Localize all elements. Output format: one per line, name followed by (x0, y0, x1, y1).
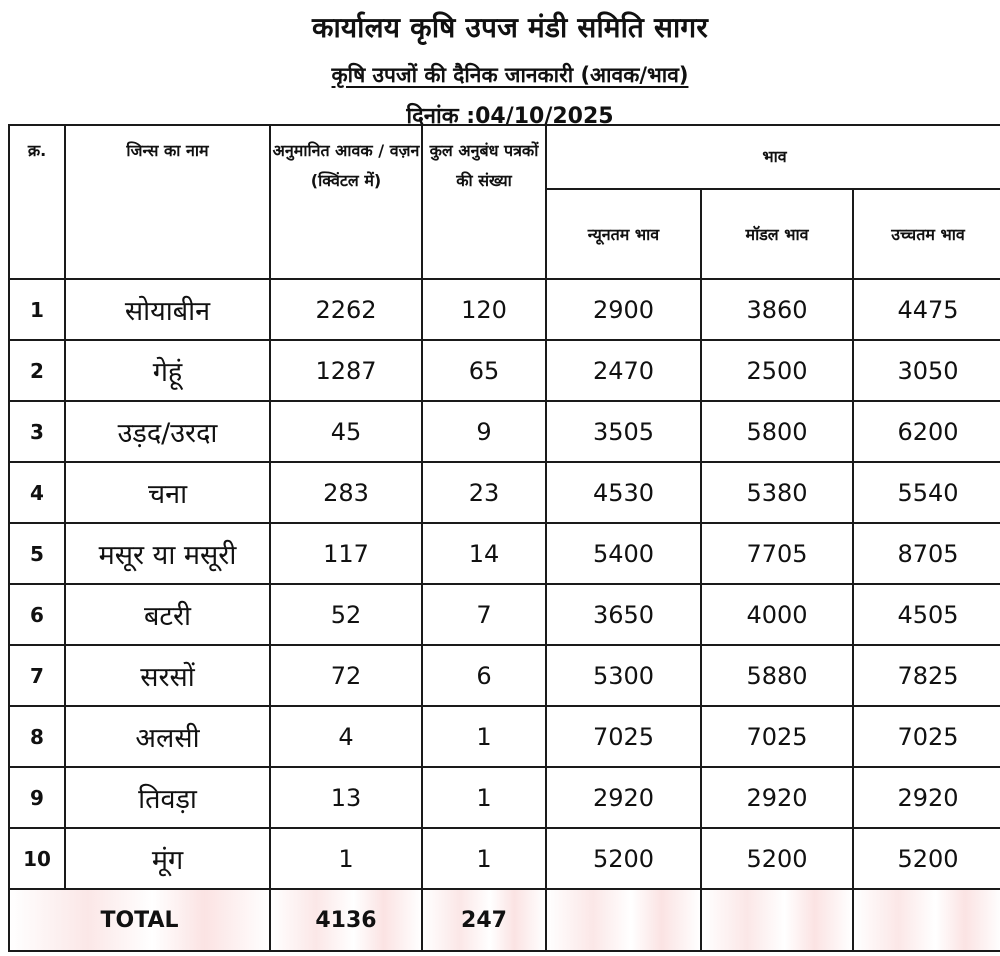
row-max-rate: 4505 (853, 584, 1000, 645)
row-sno: 5 (9, 523, 65, 584)
row-min-rate: 2900 (546, 279, 701, 340)
header-bhav: भाव (546, 125, 1000, 189)
row-commodity: सोयाबीन (65, 279, 270, 340)
row-commodity: सरसों (65, 645, 270, 706)
row-modal-rate: 5880 (701, 645, 853, 706)
row-min-rate: 4530 (546, 462, 701, 523)
header-min-rate: न्यूनतम भाव (546, 189, 701, 279)
row-contracts: 9 (422, 401, 546, 462)
row-max-rate: 3050 (853, 340, 1000, 401)
row-min-rate: 2470 (546, 340, 701, 401)
row-modal-rate: 7025 (701, 706, 853, 767)
row-commodity: गेहूं (65, 340, 270, 401)
total-contracts: 247 (422, 889, 546, 951)
header-commodity: जिन्स का नाम (65, 125, 270, 279)
row-contracts: 120 (422, 279, 546, 340)
row-sno: 6 (9, 584, 65, 645)
row-sno: 3 (9, 401, 65, 462)
total-label: TOTAL (9, 889, 270, 951)
row-commodity: अलसी (65, 706, 270, 767)
row-arrival: 1 (270, 828, 422, 889)
row-commodity: उड़द/उरदा (65, 401, 270, 462)
total-modal-rate (701, 889, 853, 951)
row-modal-rate: 5800 (701, 401, 853, 462)
row-arrival: 52 (270, 584, 422, 645)
row-min-rate: 7025 (546, 706, 701, 767)
row-min-rate: 3650 (546, 584, 701, 645)
header-modal-rate: मॉडल भाव (701, 189, 853, 279)
table-row (9, 401, 1000, 462)
row-sno: 9 (9, 767, 65, 828)
row-sno: 1 (9, 279, 65, 340)
row-contracts: 7 (422, 584, 546, 645)
row-arrival: 13 (270, 767, 422, 828)
row-sno: 10 (9, 828, 65, 889)
table-row (9, 828, 1000, 889)
row-modal-rate: 2500 (701, 340, 853, 401)
table-row (9, 462, 1000, 523)
report-subtitle: कृषि उपजों की दैनिक जानकारी (आवक/भाव) (331, 63, 689, 87)
row-max-rate: 4475 (853, 279, 1000, 340)
commodity-rates-table (8, 124, 1000, 952)
total-max-rate (853, 889, 1000, 951)
row-modal-rate: 2920 (701, 767, 853, 828)
row-sno: 8 (9, 706, 65, 767)
row-arrival: 45 (270, 401, 422, 462)
row-arrival: 283 (270, 462, 422, 523)
row-contracts: 23 (422, 462, 546, 523)
row-commodity: मूंग (65, 828, 270, 889)
date-value: 04/10/2025 (475, 104, 614, 129)
row-max-rate: 2920 (853, 767, 1000, 828)
row-sno: 2 (9, 340, 65, 401)
row-contracts: 14 (422, 523, 546, 584)
row-arrival: 72 (270, 645, 422, 706)
row-contracts: 1 (422, 767, 546, 828)
row-arrival: 4 (270, 706, 422, 767)
table-row (9, 645, 1000, 706)
row-arrival: 117 (270, 523, 422, 584)
row-sno: 4 (9, 462, 65, 523)
table-row (9, 523, 1000, 584)
row-max-rate: 8705 (853, 523, 1000, 584)
row-modal-rate: 4000 (701, 584, 853, 645)
row-sno: 7 (9, 645, 65, 706)
table-row (9, 340, 1000, 401)
row-max-rate: 5540 (853, 462, 1000, 523)
row-max-rate: 7025 (853, 706, 1000, 767)
row-min-rate: 5300 (546, 645, 701, 706)
row-modal-rate: 3860 (701, 279, 853, 340)
row-min-rate: 5400 (546, 523, 701, 584)
row-contracts: 6 (422, 645, 546, 706)
table-row (9, 706, 1000, 767)
row-min-rate: 3505 (546, 401, 701, 462)
date-label: दिनांक : (406, 104, 476, 129)
row-modal-rate: 5380 (701, 462, 853, 523)
row-contracts: 1 (422, 706, 546, 767)
row-commodity: मसूर या मसूरी (65, 523, 270, 584)
row-min-rate: 5200 (546, 828, 701, 889)
row-contracts: 1 (422, 828, 546, 889)
row-max-rate: 6200 (853, 401, 1000, 462)
header-sno: क्र. (9, 125, 65, 279)
row-commodity: बटरी (65, 584, 270, 645)
total-arrival: 4136 (270, 889, 422, 951)
total-min-rate (546, 889, 701, 951)
row-max-rate: 7825 (853, 645, 1000, 706)
header-max-rate: उच्चतम भाव (853, 189, 1000, 279)
table-header-row (9, 125, 1000, 189)
row-min-rate: 2920 (546, 767, 701, 828)
row-commodity: चना (65, 462, 270, 523)
row-modal-rate: 5200 (701, 828, 853, 889)
row-contracts: 65 (422, 340, 546, 401)
table-row (9, 767, 1000, 828)
header-contracts: कुल अनुबंध पत्रकों की संख्या (422, 125, 546, 279)
total-row (9, 889, 1000, 951)
header-arrival: अनुमानित आवक / वज़न (क्विंटल में) (270, 125, 422, 279)
row-arrival: 1287 (270, 340, 422, 401)
row-arrival: 2262 (270, 279, 422, 340)
row-commodity: तिवड़ा (65, 767, 270, 828)
row-max-rate: 5200 (853, 828, 1000, 889)
office-title: कार्यालय कृषि उपज मंडी समिति सागर (311, 11, 709, 44)
table-row (9, 584, 1000, 645)
row-modal-rate: 7705 (701, 523, 853, 584)
table-row (9, 279, 1000, 340)
